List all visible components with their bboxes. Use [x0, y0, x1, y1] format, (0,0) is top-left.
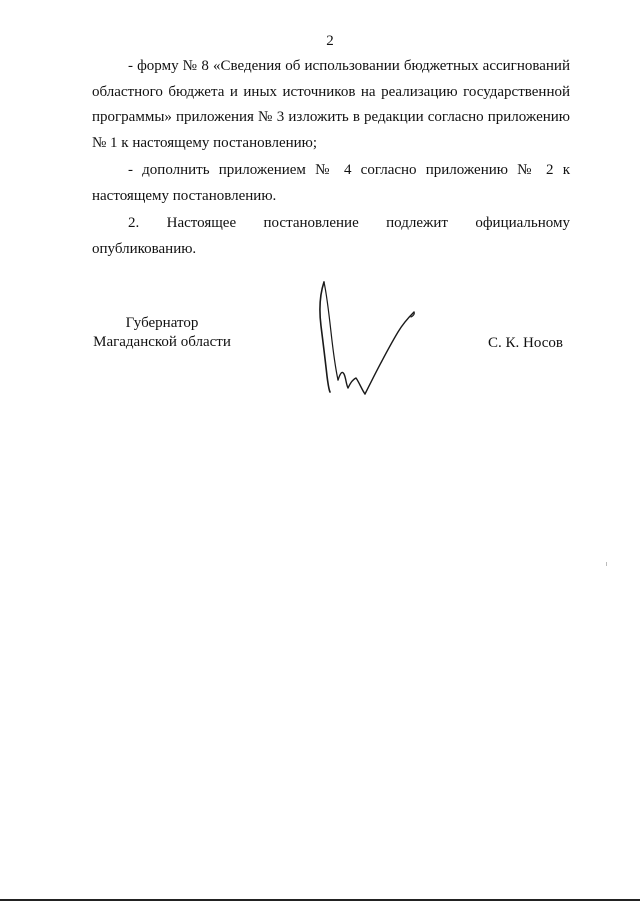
signature-block — [82, 314, 582, 414]
signer-title-line-2: Магаданской области — [93, 334, 231, 350]
paragraph-form-8: - форму № 8 «Сведения об использовании бюджетных ассигнований областного бюджета и иных источников на реализацию государственной программы» приложения № 3 изложить в редакции согласно приложению № 1 к настоящему постановлению; — [92, 58, 570, 151]
paragraph-publication: 2. Настоящее постановление подлежит официальному опубликованию. — [92, 215, 570, 257]
document-body — [92, 54, 570, 262]
signer-title-line-1: Губернатор — [125, 315, 199, 331]
signer-title — [82, 314, 242, 352]
paragraph-add-appendix: - дополнить приложением № 4 согласно приложению № 2 к настоящему постановлению. — [92, 162, 570, 204]
handwritten-signature — [316, 280, 426, 400]
bottom-edge-line — [0, 899, 640, 901]
signer-name: С. К. Носов — [488, 335, 563, 351]
scan-speck — [606, 562, 607, 566]
page-number: 2 — [326, 33, 334, 49]
